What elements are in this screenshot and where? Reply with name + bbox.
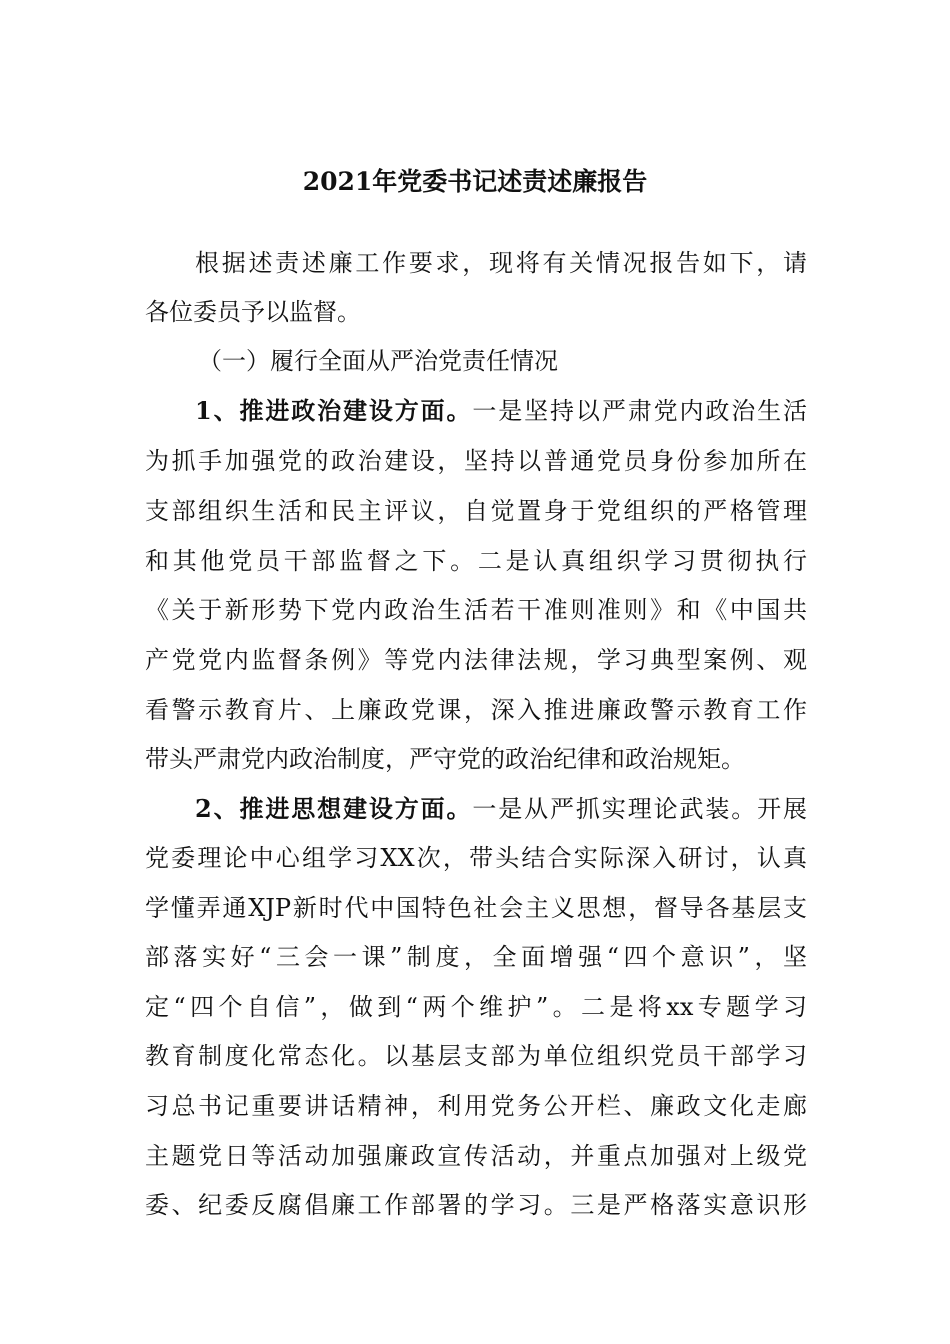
paragraph-line: 学懂弄通XJP新时代中国特色社会主义思想，督导各基层支 [145,894,807,922]
paragraph-line: 习总书记重要讲话精神，利用党务公开栏、廉政文化走廊 [145,1092,807,1120]
paragraph-line: 支部组织生活和民主评议，自觉置身于党组织的严格管理 [145,497,807,525]
paragraph-line: 为抓手加强党的政治建设，坚持以普通党员身份参加所在 [145,447,807,475]
paragraph-line: 各位委员予以监督。 [145,298,361,326]
paragraph-line: 主题党日等活动加强廉政宣传活动，并重点加强对上级党 [145,1142,807,1170]
paragraph-line: 定“四个自信”，做到“两个维护”。二是将xx专题学习 [145,993,807,1021]
paragraph-lead: 2、推进思想建设方面。 [195,794,473,823]
paragraph-first-line [195,391,807,431]
paragraph-first-line [195,789,807,829]
paragraph-line: 教育制度化常态化。以基层支部为单位组织党员干部学习 [145,1042,807,1070]
paragraph-line: 《关于新形势下党内政治生活若干准则准则》和《中国共 [145,596,807,624]
paragraph-line: 产党党内监督条例》等党内法律法规，学习典型案例、观 [145,646,807,674]
paragraph-first-rest: 一是坚持以严肃党内政治生活 [472,397,807,425]
document-title: 2021年党委书记述责述廉报告 [302,167,648,196]
paragraph-line: 部落实好“三会一课”制度，全面增强“四个意识”，坚 [145,943,807,971]
paragraph-line: 党委理论中心组学习XX次，带头结合实际深入研讨，认真 [145,844,807,872]
paragraph-line: 根据述责述廉工作要求，现将有关情况报告如下，请 [195,249,807,277]
paragraph-first-rest: 一是从严抓实理论武装。开展 [472,795,807,823]
paragraph-line: 和其他党员干部监督之下。二是认真组织学习贯彻执行 [145,547,807,575]
paragraph-lead: 1、推进政治建设方面。 [195,396,473,425]
paragraph-line: 看警示教育片、上廉政党课，深入推进廉政警示教育工作 [145,696,807,724]
paragraph-line: 委、纪委反腐倡廉工作部署的学习。三是严格落实意识形 [145,1191,807,1219]
paragraph-line: 带头严肃党内政治制度，严守党的政治纪律和政治规矩。 [145,745,745,773]
section-heading: （一）履行全面从严治党责任情况 [198,347,558,375]
